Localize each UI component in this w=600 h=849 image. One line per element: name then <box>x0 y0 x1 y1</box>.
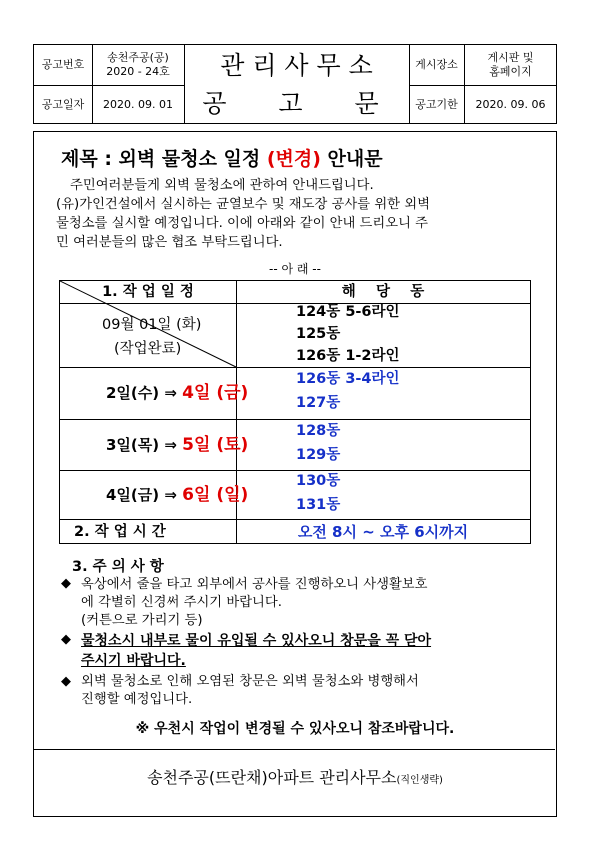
signature-text: 송천주공(뜨란채)아파트 관리사무소 <box>147 768 397 787</box>
caution-3-line-1: 외벽 물청소로 인해 오염된 창문은 외벽 물청소와 병행해서 <box>81 674 419 689</box>
notice-header-table <box>33 44 557 124</box>
row2-original-date: 2일(수) ⇒ <box>106 384 183 402</box>
notice-number-line2: 2020 - 24호 <box>106 65 170 78</box>
seal-note: (직인생략) <box>396 775 443 786</box>
row3-original-date: 3일(목) ⇒ <box>106 436 183 454</box>
notice-heading <box>61 144 383 171</box>
intro-line-4: 민 여러분들의 많은 협조 부탁드립니다. <box>56 235 283 250</box>
row1-status: (작업완료) <box>114 341 182 357</box>
post-place-line2: 홈페이지 <box>489 65 532 78</box>
notice-title: 공 고 문 <box>202 89 401 118</box>
schedule-header-right: 해 당 동 <box>341 284 425 300</box>
work-time-value: 오전 8시 ~ 오후 6시까지 <box>297 523 469 541</box>
row2-building-2: 127동 <box>296 395 341 411</box>
row2-date <box>106 383 248 403</box>
row3-changed-date: 5일 (토) <box>182 435 249 455</box>
heading-prefix: 제목 : 외벽 물청소 일정 <box>61 148 267 170</box>
row3-date <box>106 435 248 455</box>
row2-changed-date: 4일 (금) <box>182 383 249 403</box>
post-place-line1: 게시판 및 <box>487 51 534 64</box>
row1-building-1: 124동 5-6라인 <box>296 304 400 320</box>
caution-3-bullet: ◆ <box>61 674 71 689</box>
notice-number-label: 공고번호 <box>41 58 85 71</box>
intro-line-1: 주민여러분들게 외벽 물청소에 관하여 안내드립니다. <box>70 178 374 193</box>
notice-body <box>33 131 557 817</box>
schedule-table <box>59 280 531 544</box>
caution-2-line-1: 물청소시 내부로 물이 유입될 수 있사오니 창문을 꼭 닫아 <box>81 633 432 649</box>
row4-changed-date: 6일 (일) <box>182 485 249 505</box>
row1-building-2: 125동 <box>296 326 341 342</box>
row3-building-1: 128동 <box>296 423 341 439</box>
office-title: 관 리 사 무 소 <box>220 51 373 80</box>
deadline-value: 2020. 09. 06 <box>475 97 546 111</box>
notice-date-value: 2020. 09. 01 <box>103 97 173 111</box>
caution-1-line-2: 에 각별히 신경써 주시기 바랍니다. <box>81 595 282 610</box>
caution-3-line-2: 진행할 예정입니다. <box>81 692 193 707</box>
footer-signature <box>34 765 556 788</box>
caution-1-line-1: 옥상에서 줄을 타고 외부에서 공사를 진행하오니 사생활보호 <box>81 577 428 592</box>
row3-building-2: 129동 <box>296 447 341 463</box>
work-time-label: 2. 작 업 시 간 <box>74 524 166 540</box>
row1-date: 09월 01일 (화) <box>102 317 202 333</box>
heading-changed-tag: (변경) <box>266 148 321 170</box>
row4-date <box>106 485 248 505</box>
post-place-label: 게시장소 <box>415 58 458 71</box>
below-separator: -- 아 래 -- <box>269 262 321 276</box>
footer-divider <box>34 749 555 750</box>
row2-building-1: 126동 3-4라인 <box>296 371 400 387</box>
row4-original-date: 4일(금) ⇒ <box>106 486 183 504</box>
deadline-label: 공고기한 <box>415 97 458 111</box>
row1-building-3: 126동 1-2라인 <box>296 348 400 364</box>
notice-number-value <box>92 45 184 85</box>
caution-1-bullet: ◆ <box>61 576 71 591</box>
rain-notice: ※ 우천시 작업이 변경될 수 있사오니 참조바랍니다. <box>135 721 455 737</box>
cautions-heading: 3. 주 의 사 항 <box>72 559 164 575</box>
caution-2-line-2: 주시기 바랍니다. <box>81 653 186 669</box>
caution-1-line-3: (커튼으로 가리기 등) <box>81 613 203 628</box>
intro-line-2: (유)가인건설에서 실시하는 균열보수 및 재도장 공사를 위한 외벽 <box>56 197 430 212</box>
row4-building-1: 130동 <box>296 473 341 489</box>
heading-suffix: 안내문 <box>320 148 383 170</box>
schedule-header-left: 1. 작 업 일 정 <box>102 284 194 300</box>
notice-number-line1: 송천주공(공) <box>107 51 169 64</box>
post-place-value <box>464 45 557 85</box>
row4-building-2: 131동 <box>296 497 341 513</box>
notice-date-label: 공고일자 <box>41 97 85 111</box>
caution-2-bullet: ◆ <box>61 632 71 647</box>
intro-line-3: 물청소를 실시할 예정입니다. 이에 아래와 같이 안내 드리오니 주 <box>56 216 429 231</box>
